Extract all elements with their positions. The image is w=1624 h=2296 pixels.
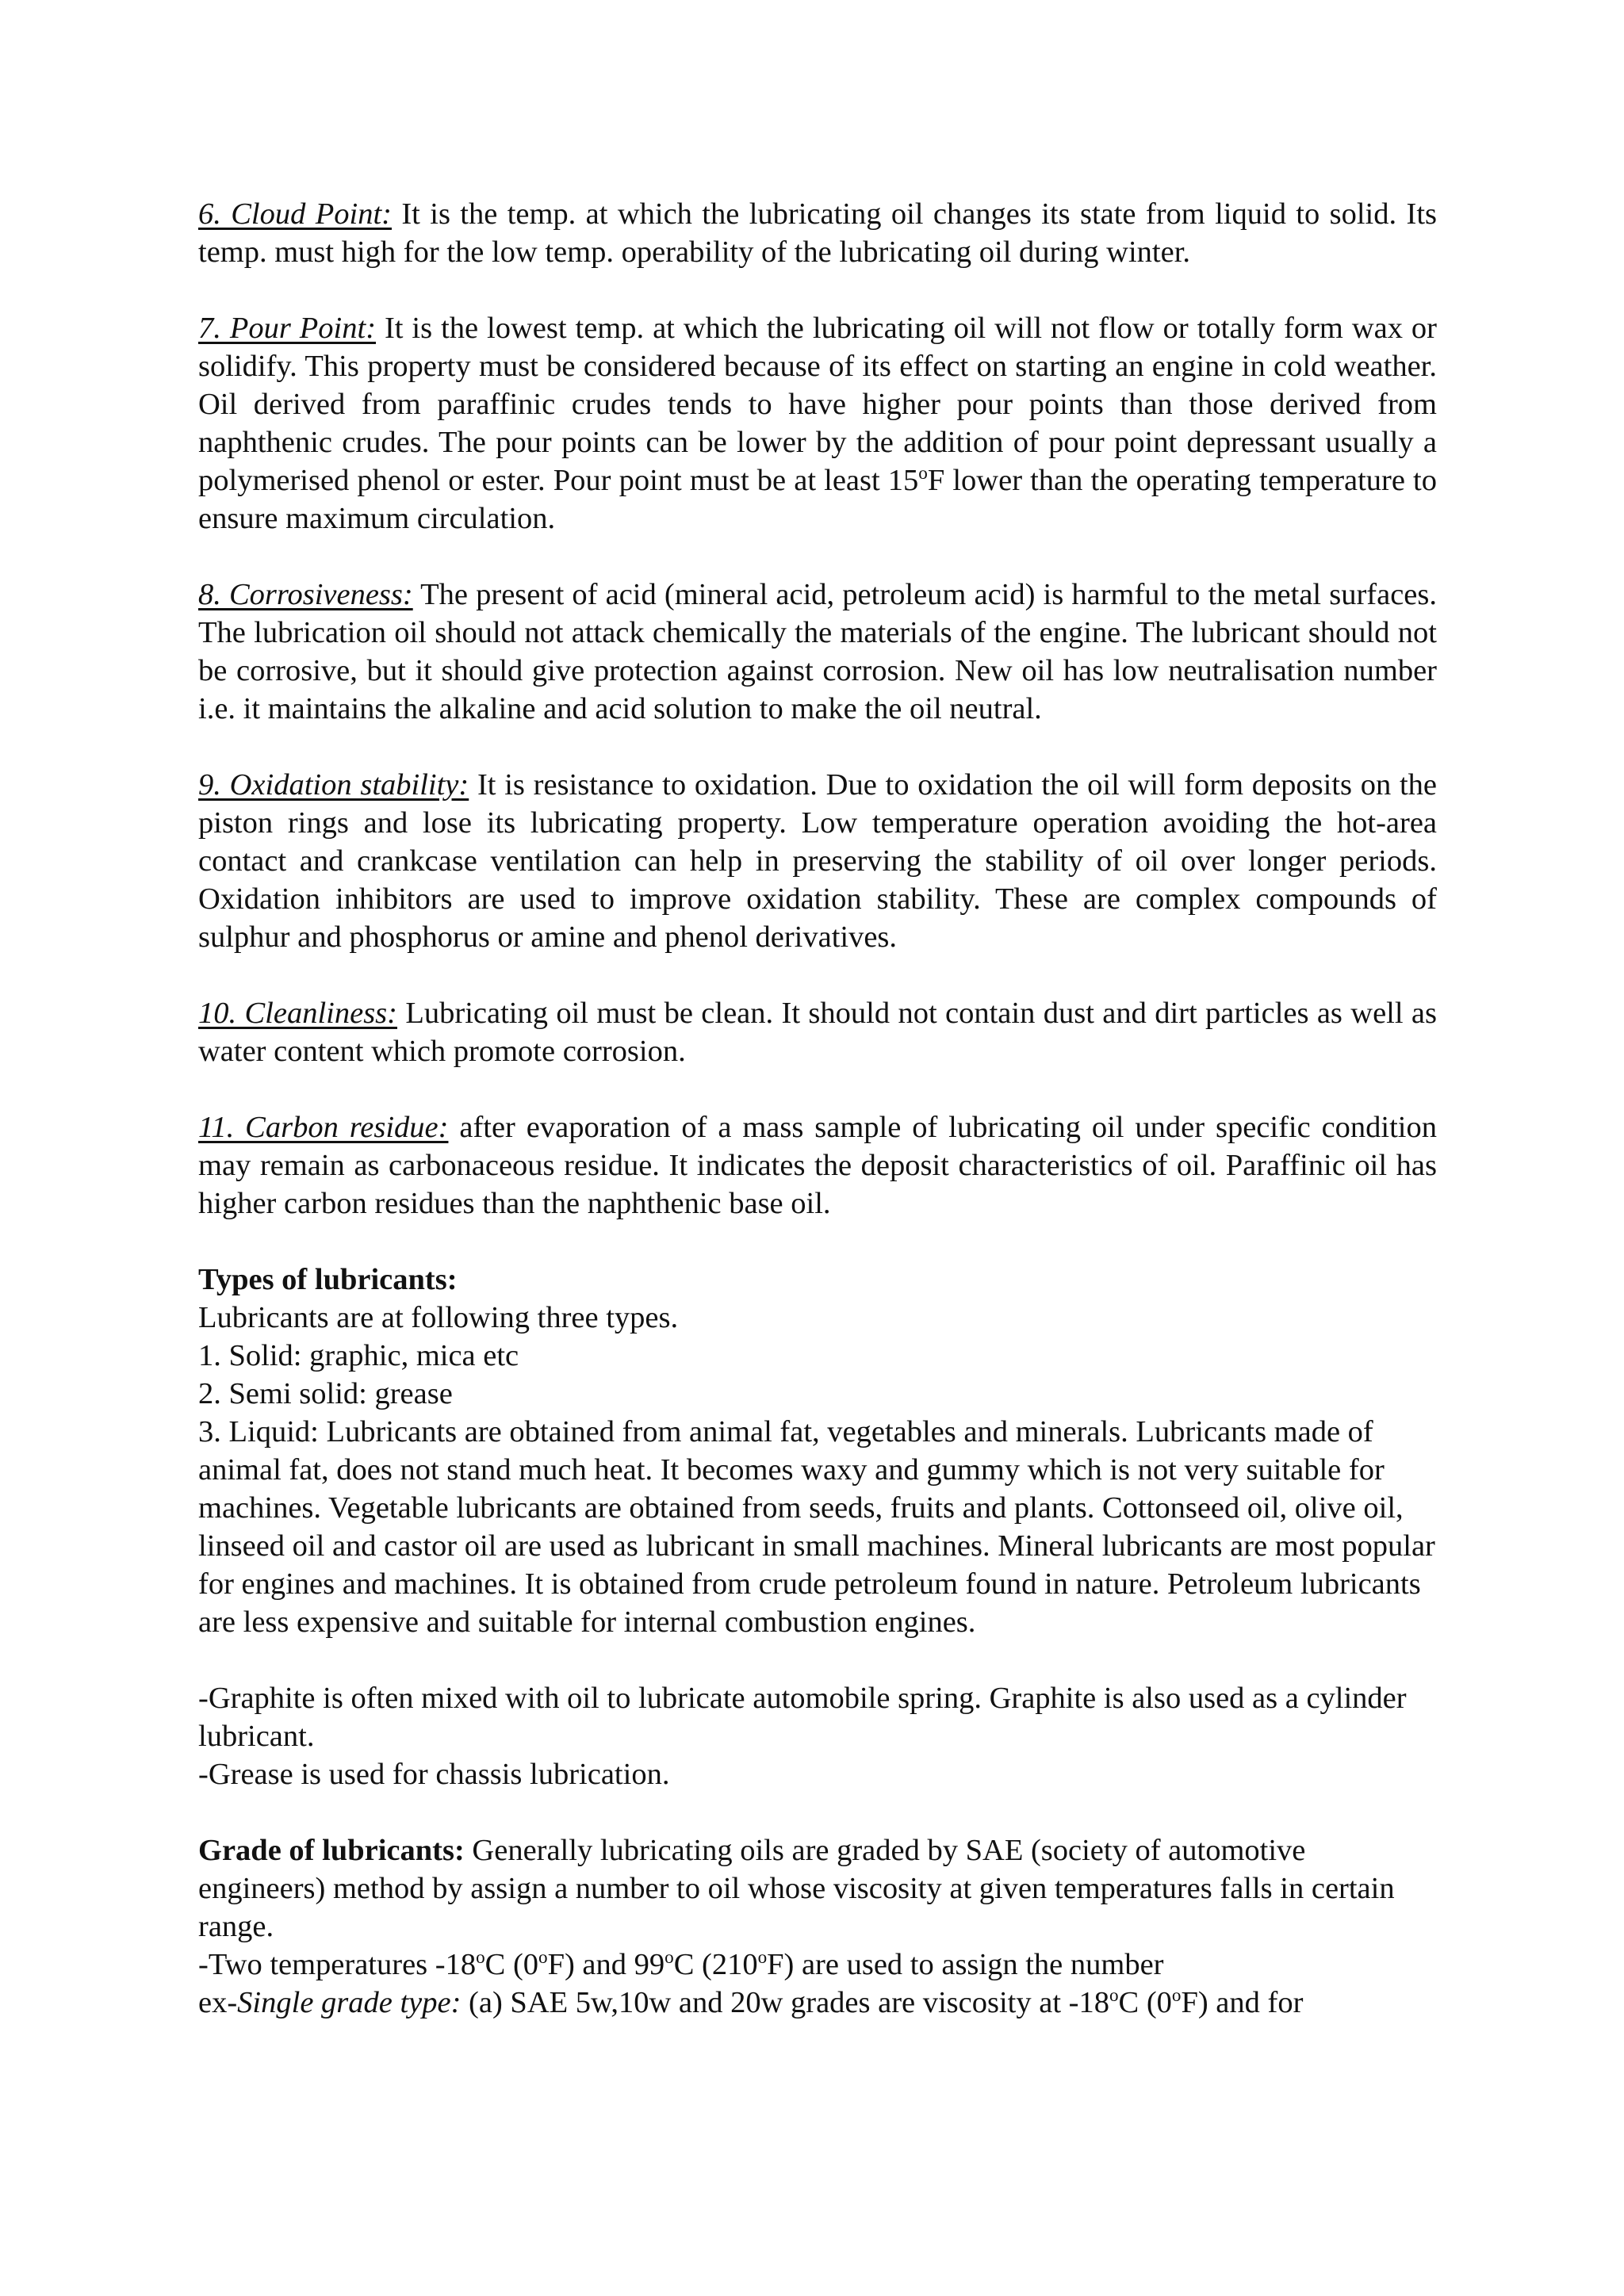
types-list-item: 1. Solid: graphic, mica etc [198,1339,519,1372]
types-list-item: 2. Semi solid: grease [198,1377,453,1410]
corrosiveness-paragraph [198,576,1437,728]
carbon-residue-paragraph [198,1108,1437,1223]
cleanliness-text: Lubricating oil must be clean. It should not contain dust and dirt particles as well as water content which promote corrosion. [198,997,1437,1068]
corrosiveness-heading: 8. Corrosiveness: [198,578,413,611]
single-grade-label: Single grade type: [237,1986,462,2019]
cloud-point-heading: 6. Cloud Point: [198,197,392,231]
cloud-point-paragraph [198,195,1437,271]
pour-point-paragraph [198,309,1437,538]
carbon-residue-text: after evaporation of a mass sample of lubricating oil under specific condition may remain as carbonaceous residue. It indicates the deposit characteristics of oil. Paraffinic oil has higher carbon residues than the naphthenic base oil. [198,1111,1437,1220]
single-grade-line: ex-Single grade type: (a) SAE 5w,10w and 20w grades are viscosity at -18$^o$C (0$^o$F) and for [198,1984,1304,2019]
grade-text: Generally lubricating oils are graded by SAE (society of automotive engineers) method by assign a number to oil whose viscosity at given temperatures falls in certain range. [198,1834,1395,1943]
oxidation-stability-heading: 9. Oxidation stability: [198,768,469,802]
pour-point-text-end: F lower than the operating temperature to ensure maximum circulation. [198,464,1438,535]
document-page [198,195,1437,2060]
graphite-grease-notes [198,1679,1437,1793]
pour-point-text: It is the lowest temp. at which the lubricating oil will not flow or totally form wax or solidify. This property must be considered because of its effect on starting an engine in cold weather. Oil derived from paraffinic crudes tends to have higher pour points than those derived from naphthenic crudes. The pour points can be lower by the addition of pour point depressant usually a polymerised phenol or ester. Pour point must be at least 15 [198,312,1437,497]
grade-temperatures-line: -Two temperatures -18$^o$C (0$^o$F) and 99$^o$C (210$^o$F) are used to assign the number [198,1946,1164,1981]
grade-heading: Grade of lubricants: [198,1834,465,1867]
cloud-point-text: It is the temp. at which the lubricating oil changes its state from liquid to solid. Its temp. must high for the low temp. operability of the lubricating oil during winter. [198,197,1437,269]
carbon-residue-heading: 11. Carbon residue: [198,1111,449,1144]
pour-point-heading: 7. Pour Point: [198,312,377,345]
graphite-note: -Graphite is often mixed with oil to lubricate automobile spring. Graphite is also used as a cylinder lubricant. [198,1682,1407,1753]
types-list-item: 3. Liquid: Lubricants are obtained from animal fat, vegetables and minerals. Lubricants made of animal fat, does not stand much heat. It becomes waxy and gummy which is not very suitable for machines. Vegetable lubricants are obtained from seeds, fruits and plants. Cottonseed oil, olive oil, linseed oil and castor oil are used as lubricant in small machines. Mineral lubricants are most popular for engines and machines. It is obtained from crude petroleum found in nature. Petroleum lubricants are less expensive and suitable for internal combustion engines. [198,1415,1435,1639]
grade-of-lubricants-section [198,1831,1437,2022]
types-heading: Types of lubricants: [198,1263,458,1296]
cleanliness-paragraph [198,994,1437,1070]
types-of-lubricants-section [198,1261,1437,1641]
types-intro: Lubricants are at following three types. [198,1301,679,1334]
oxidation-stability-text: It is resistance to oxidation. Due to oxidation the oil will form deposits on the piston rings and lose its lubricating property. Low temperature operation avoiding the hot-area contact and crankcase ventilation can help in preserving the stability of oil over longer periods. Oxidation inhibitors are used to improve oxidation stability. These are complex compounds of sulphur and phosphorus or amine and phenol derivatives. [198,768,1437,954]
grease-note: -Grease is used for chassis lubrication. [198,1758,670,1791]
oxidation-stability-paragraph [198,766,1437,956]
corrosiveness-text: The present of acid (mineral acid, petroleum acid) is harmful to the metal surfaces. The lubrication oil should not attack chemically the materials of the engine. The lubricant should not be corrosive, but it should give protection against corrosion. New oil has low neutralisation number i.e. it maintains the alkaline and acid solution to make the oil neutral. [198,578,1437,725]
cleanliness-heading: 10. Cleanliness: [198,997,397,1030]
degree-superscript: o [918,462,928,484]
